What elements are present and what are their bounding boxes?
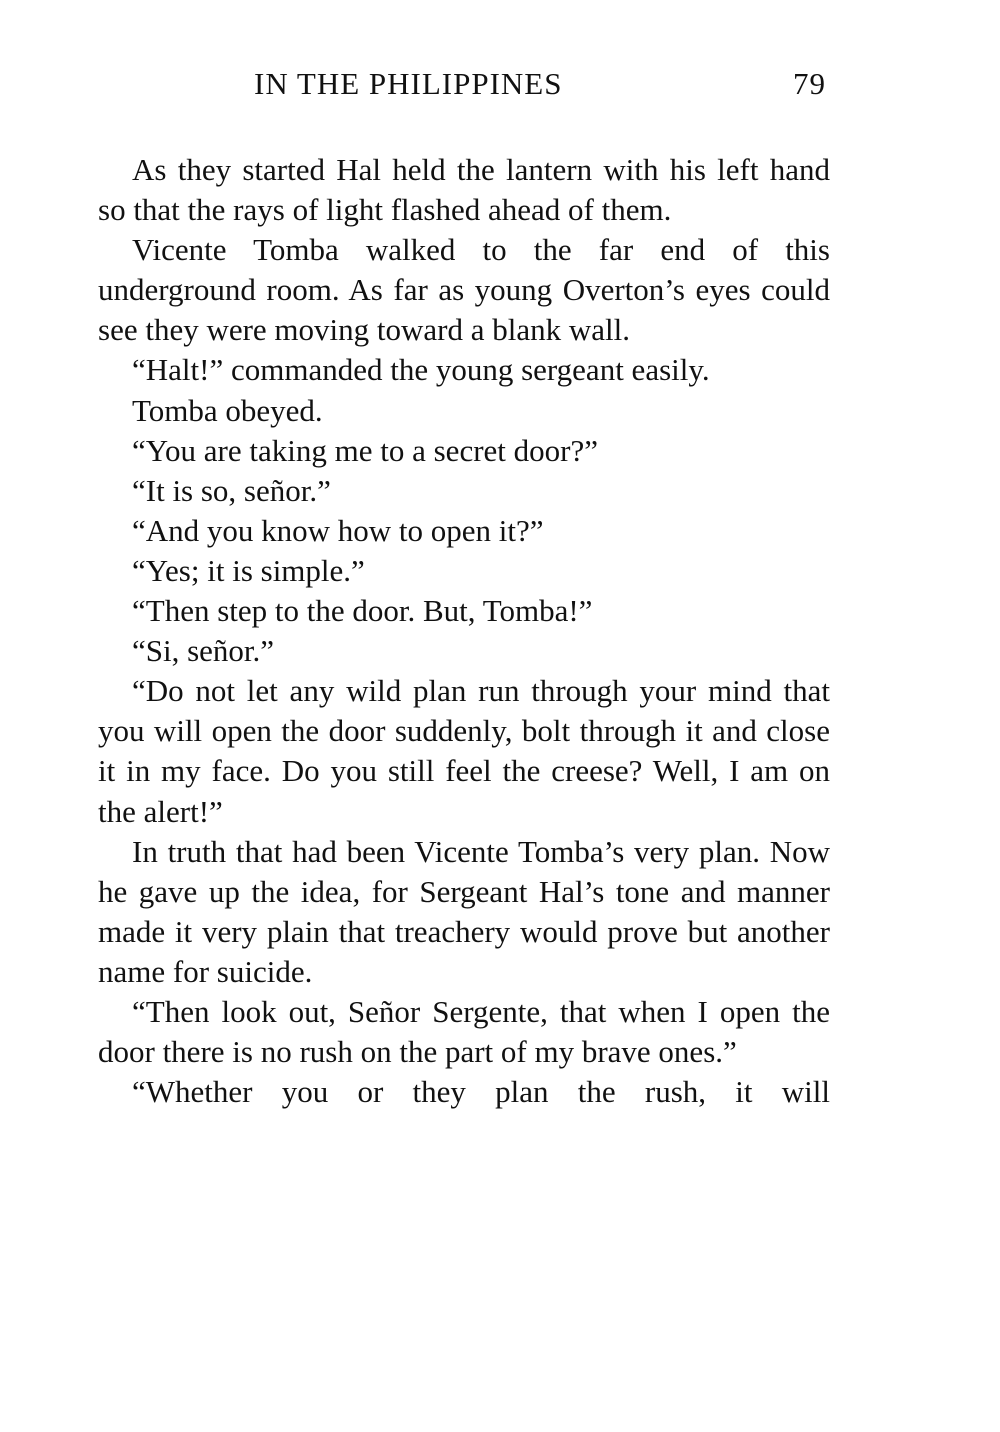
paragraph: Vicente Tomba walked to the far end of this underground room. As far as young Overton’s eyes could see they were moving toward a blank wall. xyxy=(98,232,830,348)
paragraph: “Do not let any wild plan run through your mind that you will open the door suddenly, bolt through it and close it in my face. Do you still feel the creese? Well, I am on the alert!” xyxy=(98,673,830,829)
running-head-title: IN THE PHILIPPINES xyxy=(254,66,563,101)
paragraph: “Then look out, Señor Sergente, that when I open the door there is no rush on the part of my brave ones.” xyxy=(98,993,830,1070)
paragraph: In truth that had been Vicente Tomba’s very plan. Now he gave up the idea, for Sergeant Hal’s tone and manner made it very plain that treachery would prove but another name for suicide. xyxy=(98,833,830,989)
body-text xyxy=(98,150,830,1112)
paragraph: “You are taking me to a secret door?” xyxy=(132,432,598,468)
paragraph: “Halt!” commanded the young sergeant easily. xyxy=(132,352,710,388)
paragraph: “Yes; it is simple.” xyxy=(132,552,365,588)
paragraph: “It is so, señor.” xyxy=(132,472,331,508)
running-head xyxy=(98,66,830,116)
paragraph: As they started Hal held the lantern with his left hand so that the rays of light flashed ahead of them. xyxy=(98,152,830,228)
paragraph: “Then step to the door. But, Tomba!” xyxy=(132,593,593,629)
paragraph: “Si, señor.” xyxy=(132,633,275,669)
paragraph: Tomba obeyed. xyxy=(132,392,323,428)
paragraph: “And you know how to open it?” xyxy=(132,512,544,548)
page-number: 79 xyxy=(793,66,826,101)
paragraph: “Whether you or they plan the rush, it will xyxy=(132,1074,830,1110)
